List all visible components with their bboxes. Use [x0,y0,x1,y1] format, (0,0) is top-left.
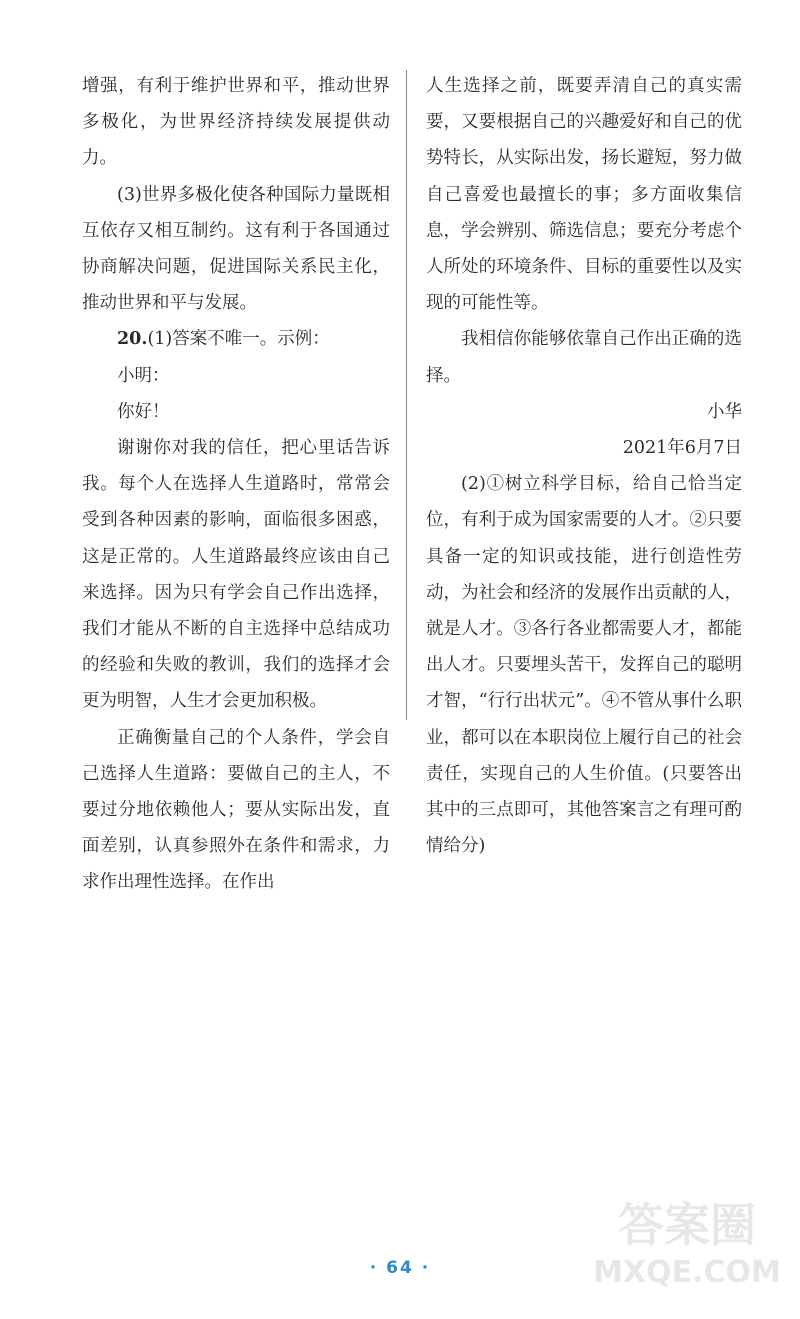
watermark-url: MXQE.COM [593,1255,781,1290]
answer-part-3: (3)世界多极化使各种国际力量既相互依存又相互制约。这有利于各国通过协商解决问题，促进国际关系民主化，推动世界和平与发展。 [82,184,390,314]
left-column [82,68,390,901]
letter-paragraph-2: 正确衡量自己的个人条件，学会自己选择人生道路：要做自己的主人，不要过分地依赖他人；要从实际出发，直面差别，认真参照外在条件和需求，力求作出理性选择。在作出 [82,727,390,893]
letter-paragraph-2-continued: 人生选择之前，既要弄清自己的真实需要，又要根据自己的兴趣爱好和自己的优势特长，从实际出发，扬长避短，努力做自己喜爱也最擅长的事；多方面收集信息，学会辨别、筛选信息；要充分考虑个人所处的环境条件、目标的重要性以及实现的可能性等。 [426,76,742,314]
letter-salutation: 小明： [117,365,170,386]
watermark-title: 答案圈 [618,1198,756,1252]
right-column [426,68,742,864]
letter-date: 2021年6月7日 [622,438,742,459]
letter-closing: 我相信你能够依靠自己作出正确的选择。 [426,329,742,386]
paragraph-continuation: 增强，有利于维护世界和平，推动世界多极化，为世界经济持续发展提供动力。 [82,76,390,169]
column-divider [406,70,407,720]
page-number: · 64 · [369,1258,431,1278]
watermark-logo [592,1197,782,1301]
question-20-intro: (1)答案不唯一。示例： [147,329,330,350]
answer-part-2: (2)①树立科学目标，给自己恰当定位，有利于成为国家需要的人才。②只要具备一定的知识或技能，进行创造性劳动，为社会和经济的发展作出贡献的人，就是人才。③各行各业都需要人才，都能出人才。只要埋头苦干，发挥自己的聪明才智，“行行出状元”。④不管从事什么职业，都可以在本职岗位上履行自己的社会责任，实现自己的人生价值。(只要答出其中的三点即可，其他答案言之有理可酌情给分) [426,474,742,857]
letter-paragraph-1: 谢谢你对我的信任，把心里话告诉我。每个人在选择人生道路时，常常会受到各种因素的影响，面临很多困惑，这是正常的。人生道路最终应该由自己来选择。因为只有学会自己作出选择，我们才能从不断的自主选择中总结成功的经验和失败的教训，我们的选择才会更为明智，人生才会更加积极。 [82,438,390,712]
question-20-heading [82,321,390,357]
letter-greeting: 你好！ [117,401,170,422]
letter-signature: 小华 [707,401,742,422]
question-number: 20. [117,329,148,350]
